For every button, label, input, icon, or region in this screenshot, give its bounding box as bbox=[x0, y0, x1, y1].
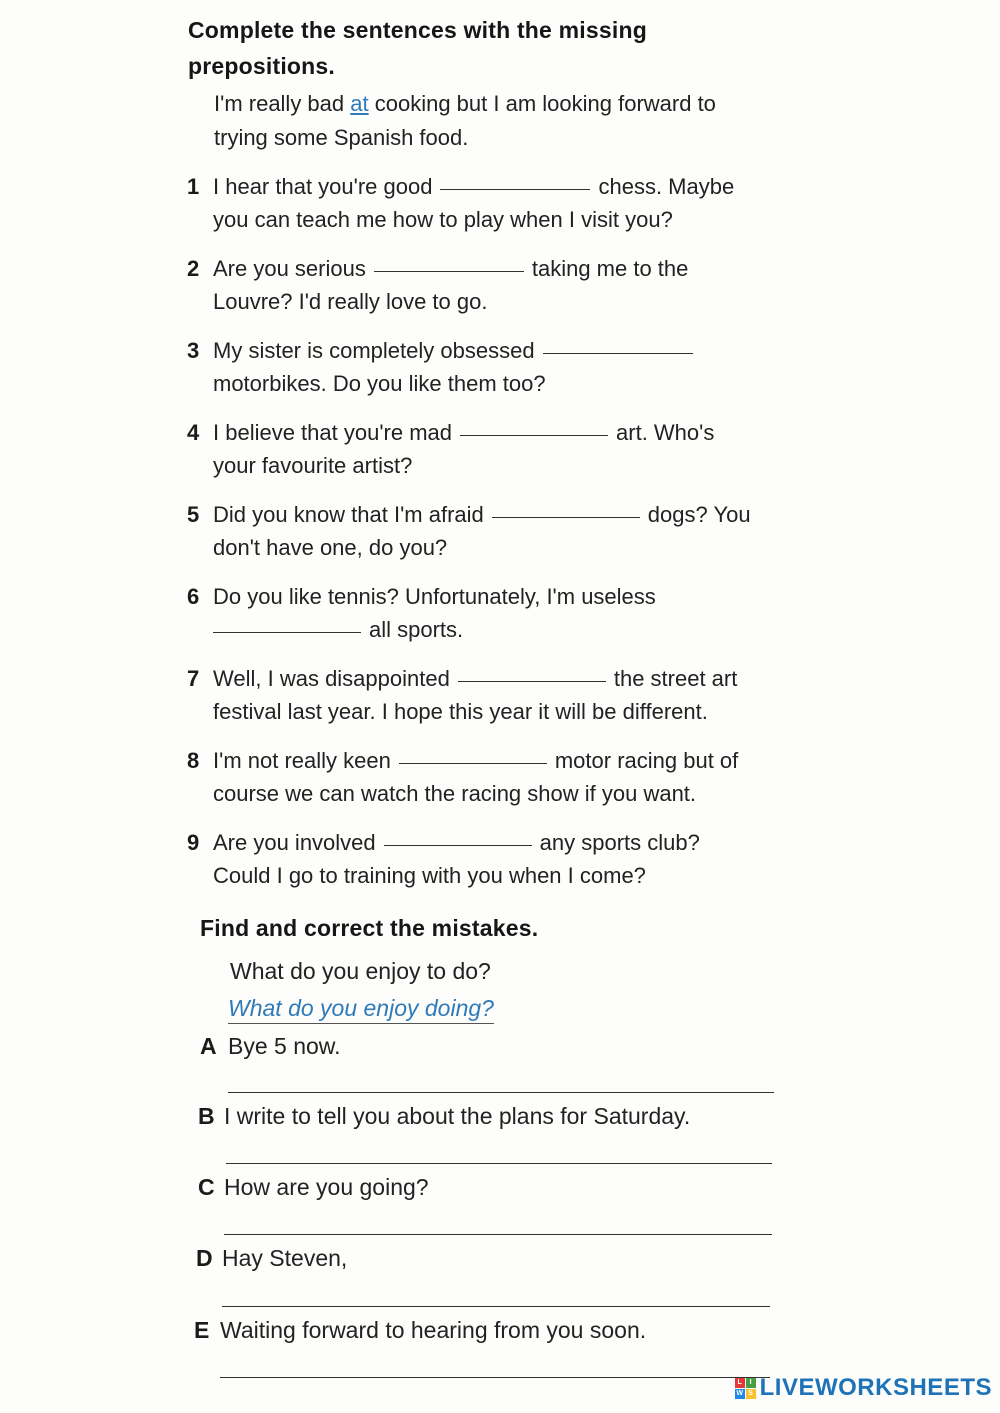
liveworksheets-logo-icon bbox=[735, 1378, 756, 1399]
answer-blank-7[interactable] bbox=[458, 681, 606, 682]
logo-cell: I bbox=[746, 1378, 756, 1388]
correction-input-b[interactable] bbox=[226, 1138, 772, 1161]
section2-heading: Find and correct the mistakes. bbox=[200, 915, 539, 941]
liveworksheets-brand bbox=[735, 1373, 992, 1403]
item-2-line1 bbox=[213, 256, 688, 282]
item-number: 1 bbox=[187, 174, 200, 199]
example-wrong-sentence: What do you enjoy to do? bbox=[230, 958, 491, 984]
item-letter: A bbox=[200, 1033, 217, 1059]
mistake-sentence-c: How are you going? bbox=[224, 1174, 429, 1200]
answer-blank-6[interactable] bbox=[213, 632, 361, 633]
correction-line-d[interactable] bbox=[222, 1306, 770, 1307]
item-1-text-after: chess. Maybe bbox=[598, 174, 735, 199]
answer-input-9[interactable] bbox=[384, 822, 532, 843]
item-number: 9 bbox=[187, 830, 200, 855]
item-3-text-before: My sister is completely obsessed bbox=[213, 338, 535, 363]
item-number: 2 bbox=[187, 256, 200, 281]
item-5-text-after: dogs? You bbox=[647, 502, 751, 527]
correction-line-b[interactable] bbox=[226, 1163, 772, 1164]
item-7-line2: festival last year. I hope this year it will be different. bbox=[213, 699, 708, 724]
answer-blank-8[interactable] bbox=[399, 763, 547, 764]
item-4-line1 bbox=[213, 420, 714, 446]
item-8-text-after: motor racing but of bbox=[554, 748, 739, 773]
example-sentence-line2: trying some Spanish food. bbox=[214, 125, 469, 150]
item-9-text-after: any sports club? bbox=[539, 830, 700, 855]
item-letter: E bbox=[194, 1317, 210, 1343]
item-number: 4 bbox=[187, 420, 200, 445]
item-2-line2: Louvre? I'd really love to go. bbox=[213, 289, 488, 314]
item-5-text-before: Did you know that I'm afraid bbox=[213, 502, 484, 527]
logo-cell: W bbox=[736, 1389, 743, 1397]
answer-input-5[interactable] bbox=[492, 494, 640, 515]
logo-cell: S bbox=[746, 1389, 756, 1399]
item-4-line2: your favourite artist? bbox=[213, 453, 413, 478]
item-9-text-before: Are you involved bbox=[213, 830, 376, 855]
item-7-text-before: Well, I was disappointed bbox=[213, 666, 450, 691]
answer-input-2[interactable] bbox=[374, 248, 524, 269]
item-number: 5 bbox=[187, 502, 200, 527]
item-1-line2: you can teach me how to play when I visit you? bbox=[213, 207, 673, 232]
item-letter: C bbox=[198, 1174, 215, 1200]
item-3-line2: motorbikes. Do you like them too? bbox=[213, 371, 546, 396]
correction-line-a[interactable] bbox=[228, 1092, 774, 1093]
item-number: 3 bbox=[187, 338, 200, 363]
item-9-line1 bbox=[213, 830, 700, 856]
item-6-line2 bbox=[213, 617, 463, 643]
answer-input-6[interactable] bbox=[213, 609, 361, 630]
item-7-text-after: the street art bbox=[613, 666, 738, 691]
item-letter: B bbox=[198, 1103, 215, 1129]
correction-input-e[interactable] bbox=[220, 1352, 770, 1375]
answer-input-1[interactable] bbox=[440, 166, 590, 187]
example-answer: at bbox=[350, 91, 369, 116]
answer-input-7[interactable] bbox=[458, 658, 606, 679]
section1-heading-line2: prepositions. bbox=[188, 53, 336, 79]
answer-blank-5[interactable] bbox=[492, 517, 640, 518]
item-4-text-before: I believe that you're mad bbox=[213, 420, 453, 445]
correction-input-d[interactable] bbox=[222, 1281, 770, 1304]
item-5-line1 bbox=[213, 502, 751, 528]
item-2-text-before: Are you serious bbox=[213, 256, 366, 281]
item-number: 8 bbox=[187, 748, 200, 773]
item-9-line2: Could I go to training with you when I come? bbox=[213, 863, 646, 888]
answer-input-8[interactable] bbox=[399, 740, 547, 761]
answer-blank-4[interactable] bbox=[460, 435, 608, 436]
answer-blank-1[interactable] bbox=[440, 189, 590, 190]
item-8-line2: course we can watch the racing show if you want. bbox=[213, 781, 697, 806]
item-1-line1 bbox=[213, 174, 734, 200]
item-number: 6 bbox=[187, 584, 200, 609]
answer-blank-9[interactable] bbox=[384, 845, 532, 846]
item-4-text-after: art. Who's bbox=[616, 420, 715, 445]
item-2-text-after: taking me to the bbox=[531, 256, 689, 281]
answer-blank-3[interactable] bbox=[543, 353, 693, 354]
item-7-line1 bbox=[213, 666, 737, 692]
mistake-sentence-d: Hay Steven, bbox=[222, 1245, 348, 1271]
item-3-line1 bbox=[213, 338, 701, 364]
mistake-sentence-b: I write to tell you about the plans for Saturday. bbox=[224, 1103, 691, 1129]
mistake-sentence-e: Waiting forward to hearing from you soon. bbox=[220, 1317, 647, 1343]
correction-input-a[interactable] bbox=[228, 1067, 774, 1090]
example-text-before: I'm really bad bbox=[214, 91, 351, 116]
example-text-after: cooking but I am looking forward to bbox=[368, 91, 716, 116]
answer-input-4[interactable] bbox=[460, 412, 608, 433]
answer-blank-2[interactable] bbox=[374, 271, 524, 272]
item-1-text-before: I hear that you're good bbox=[213, 174, 433, 199]
example-correct-sentence: What do you enjoy doing? bbox=[228, 995, 494, 1024]
correction-line-c[interactable] bbox=[224, 1234, 772, 1235]
section1-heading-line1: Complete the sentences with the missing bbox=[188, 17, 647, 43]
correction-input-c[interactable] bbox=[224, 1209, 772, 1232]
correction-line-e[interactable] bbox=[220, 1377, 770, 1378]
item-8-line1 bbox=[213, 748, 738, 774]
item-letter: D bbox=[196, 1245, 213, 1271]
mistake-sentence-a: Bye 5 now. bbox=[228, 1033, 341, 1059]
item-6-text-after: all sports. bbox=[369, 617, 464, 642]
item-6-line1: Do you like tennis? Unfortunately, I'm useless bbox=[213, 584, 656, 609]
answer-input-3[interactable] bbox=[543, 330, 693, 351]
item-5-line2: don't have one, do you? bbox=[213, 535, 448, 560]
liveworksheets-wordmark: LIVEWORKSHEETS bbox=[759, 1374, 992, 1401]
logo-cell: L bbox=[735, 1378, 745, 1388]
item-8-text-before: I'm not really keen bbox=[213, 748, 391, 773]
example-sentence-line1 bbox=[214, 91, 716, 117]
item-number: 7 bbox=[187, 666, 200, 691]
